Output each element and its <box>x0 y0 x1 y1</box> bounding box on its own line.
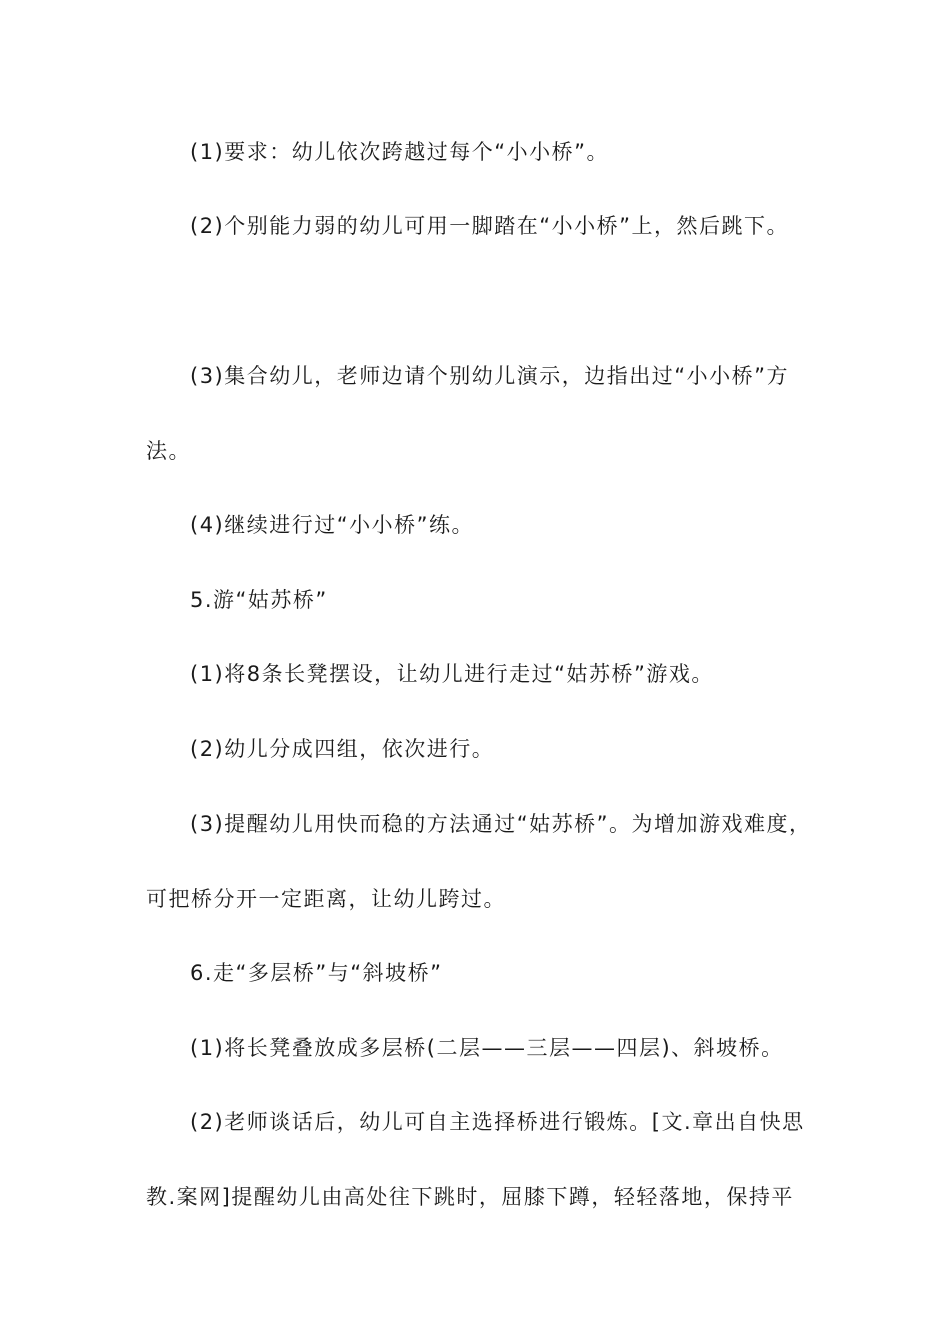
paragraph-line: (3)集合幼儿，老师边请个别幼儿演示，边指出过“小小桥”方 <box>190 364 790 388</box>
section-heading: 5.游“姑苏桥” <box>190 588 328 612</box>
section-heading: 6.走“多层桥”与“斜坡桥” <box>190 961 443 985</box>
paragraph-line: (4)继续进行过“小小桥”练。 <box>190 513 475 537</box>
paragraph-line: 法。 <box>146 439 191 463</box>
paragraph-line: (1)要求：幼儿依次跨越过每个“小小桥”。 <box>190 140 610 164</box>
paragraph-line: 教.案网]提醒幼儿由高处往下跳时，屈膝下蹲，轻轻落地，保持平 <box>146 1185 794 1209</box>
paragraph-line: 可把桥分开一定距离，让幼儿跨过。 <box>146 887 506 911</box>
paragraph-line: (1)将长凳叠放成多层桥(二层——三层——四层)、斜坡桥。 <box>190 1036 784 1060</box>
paragraph-line: (2)个别能力弱的幼儿可用一脚踏在“小小桥”上，然后跳下。 <box>190 214 790 238</box>
paragraph-line: (2)老师谈话后，幼儿可自主选择桥进行锻炼。[文.章出自快思 <box>190 1110 805 1134</box>
paragraph-line: (2)幼儿分成四组，依次进行。 <box>190 737 495 761</box>
paragraph-line: (1)将8条长凳摆设，让幼儿进行走过“姑苏桥”游戏。 <box>190 662 714 686</box>
paragraph-line: (3)提醒幼儿用快而稳的方法通过“姑苏桥”。为增加游戏难度， <box>190 812 812 836</box>
